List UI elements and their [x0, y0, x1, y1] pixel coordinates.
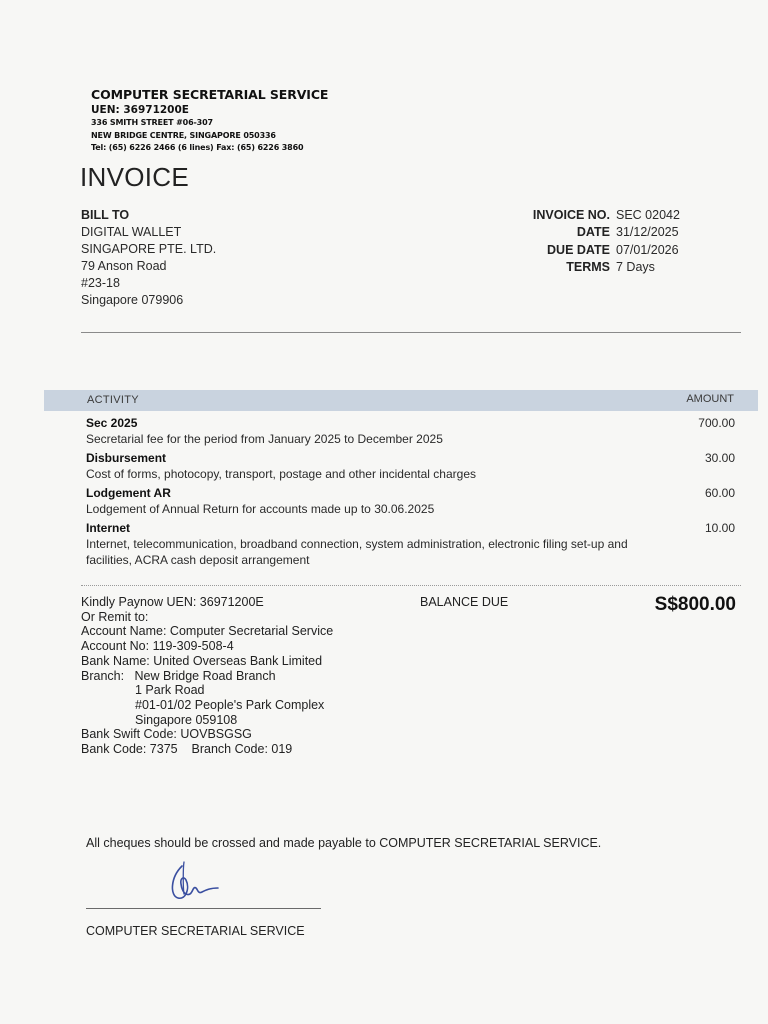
item-amount: 30.00 — [704, 451, 735, 465]
item-description: Cost of forms, photocopy, transport, postage and other incidental charges — [86, 467, 476, 481]
bill-to-header: BILL TO — [81, 208, 130, 222]
meta-row-invoice-no — [470, 207, 680, 224]
balance-due-value: S$800.00 — [654, 594, 736, 615]
meta-value: SEC 02042 — [616, 208, 680, 222]
meta-row-due-date — [470, 242, 680, 259]
signature-line — [86, 908, 321, 909]
item-amount: 60.00 — [704, 486, 735, 500]
company-contact: Tel: (65) 6226 2466 (6 lines) Fax: (65) 6226 3860 — [91, 143, 304, 152]
remit-line: 1 Park Road — [135, 683, 205, 698]
item-name: Disbursement — [86, 451, 167, 465]
line-item — [86, 416, 736, 447]
line-item — [86, 486, 736, 517]
invoice-meta — [470, 207, 680, 276]
line-items — [86, 416, 736, 572]
remit-line: Bank Name: United Overseas Bank Limited — [81, 653, 323, 668]
item-name: Internet — [86, 521, 131, 535]
company-address-line2: NEW BRIDGE CENTRE, SINGAPORE 050336 — [91, 130, 276, 140]
line-item — [86, 521, 736, 568]
remit-line: Bank Swift Code: UOVBSGSG — [81, 727, 252, 742]
amount-column-header: AMOUNT — [686, 393, 734, 405]
signature-image — [160, 848, 230, 908]
item-amount: 10.00 — [704, 521, 735, 535]
item-name: Sec 2025 — [86, 416, 138, 430]
meta-row-date — [470, 224, 680, 241]
activity-column-header: ACTIVITY — [87, 394, 139, 406]
item-name: Lodgement AR — [86, 486, 171, 500]
dotted-divider — [81, 585, 741, 586]
bill-to-block — [81, 207, 216, 309]
meta-row-terms — [470, 259, 680, 276]
item-amount: 700.00 — [698, 416, 735, 430]
remit-line: Or Remit to: — [81, 609, 149, 624]
table-header-bar — [44, 390, 758, 411]
meta-label: INVOICE NO. — [532, 208, 610, 222]
remit-line: Branch: New Bridge Road Branch — [81, 668, 276, 683]
balance-due-label: BALANCE DUE — [420, 595, 509, 609]
company-name: COMPUTER SECRETARIAL SERVICE — [91, 87, 329, 102]
meta-value: 31/12/2025 — [616, 225, 679, 240]
meta-value: 7 Days — [616, 259, 655, 274]
line-item — [86, 451, 736, 482]
remit-line: Account Name: Computer Secretarial Service — [81, 624, 334, 639]
remit-line: Bank Code: 7375 Branch Code: 019 — [81, 742, 293, 757]
meta-label: DATE — [576, 225, 610, 240]
bill-to-line: 79 Anson Road — [81, 259, 167, 273]
company-header — [91, 87, 328, 155]
signature-name: COMPUTER SECRETARIAL SERVICE — [86, 924, 305, 938]
meta-label: DUE DATE — [547, 242, 610, 257]
remit-line: Singapore 059108 — [135, 712, 238, 727]
item-description: Lodgement of Annual Return for accounts made up to 30.06.2025 — [86, 502, 435, 516]
bill-to-line: Singapore 079906 — [81, 293, 184, 307]
remit-line: Account No: 119-309-508-4 — [81, 639, 234, 654]
bill-to-line: #23-18 — [81, 276, 120, 290]
meta-value: 07/01/2026 — [616, 242, 679, 257]
bill-to-line: SINGAPORE PTE. LTD. — [81, 242, 217, 256]
invoice-title: INVOICE — [80, 162, 190, 192]
company-uen: UEN: 36971200E — [91, 104, 189, 116]
item-description: Secretarial fee for the period from January 2025 to December 2025 — [86, 432, 443, 446]
cheque-note: All cheques should be crossed and made payable to COMPUTER SECRETARIAL SERVICE. — [86, 836, 602, 850]
bill-to-line: DIGITAL WALLET — [81, 225, 182, 239]
company-address-line1: 336 SMITH STREET #06-307 — [91, 118, 213, 127]
remittance-details — [81, 595, 333, 757]
remit-line: Kindly Paynow UEN: 36971200E — [81, 595, 264, 609]
remit-line: #01-01/02 People's Park Complex — [135, 697, 325, 712]
meta-label: TERMS — [566, 259, 610, 274]
section-divider — [81, 332, 741, 333]
item-description: Internet, telecommunication, broadband connection, system administration, electronic filing set-up and facilities, ACRA cash deposit arrangement — [86, 537, 628, 567]
